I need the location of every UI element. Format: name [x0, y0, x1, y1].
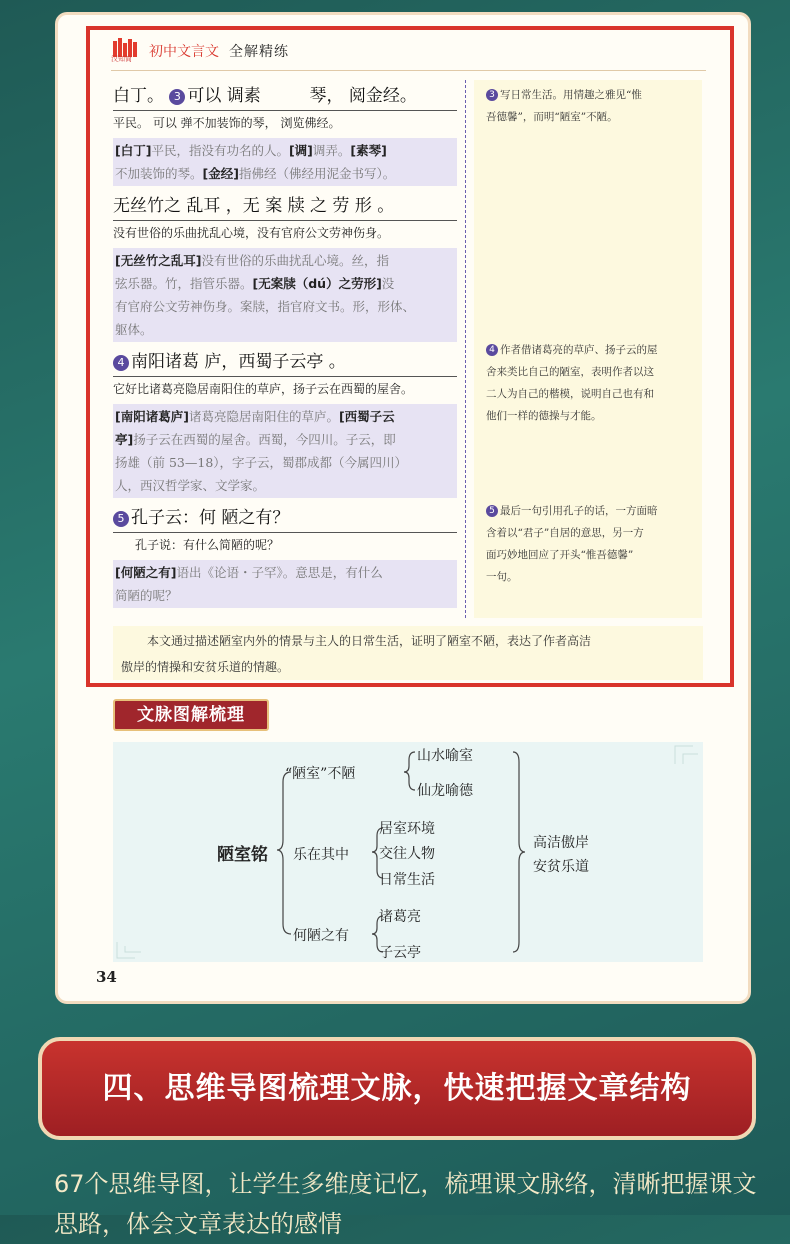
branch-label: 乐在其中 [293, 847, 349, 863]
translation-line: 平民。 可以 弹不加装饰的琴， 浏览佛经。 [113, 116, 341, 130]
note-number-4: 4 [113, 355, 129, 371]
annotated-text-column [113, 82, 457, 614]
note-number-3: 3 [169, 89, 185, 105]
comment-3: 3 写日常生活。用情趣之雅见“惟 吾德馨”，而明“陋室”不陋。 [486, 89, 642, 123]
column-divider [465, 80, 466, 618]
translation-line: 没有世俗的乐曲扰乱心境，没有官府公文劳神伤身。 [113, 226, 390, 240]
translation-line: 它好比诸葛亮隐居南阳住的草庐，扬子云在西蜀的屋舍。 [113, 382, 414, 396]
leaf: 山水喻室 [417, 748, 473, 764]
series-title: 初中文言文 [149, 44, 219, 60]
leaf: 仙龙喻德 [417, 783, 473, 799]
leaf: 交往人物 [379, 846, 435, 862]
page-number: 34 [96, 968, 117, 986]
comment-5: 5 最后一句引用孔子的话，一方面暗 含着以“君子”自居的意思，另一方 面巧妙地回应了开头“惟吾德馨” 一句。 [486, 505, 658, 583]
mind-map [113, 742, 703, 962]
branch-label: 何陋之有 [293, 928, 349, 944]
conclusion: 高洁傲岸 [533, 835, 589, 851]
note-box: [无丝竹之乱耳]没有世俗的乐曲扰乱心境。丝，指 弦乐器。竹，指管乐器。[无案牍（dú）之劳形]没 有官府公文劳神伤身。案牍，指官府文书。形，形体、 躯体。 [113, 248, 457, 342]
branch-label: “陋室”不陋 [285, 766, 356, 782]
original-line: 4 南阳诸葛 庐，西蜀子云亭 。 [113, 348, 457, 377]
page-header [111, 36, 289, 66]
brand-caption: 汉知简 [111, 55, 132, 63]
books-logo-icon [111, 38, 143, 64]
translation-line: 孔子说：有什么简陋的呢？ [135, 538, 280, 552]
note-box: [南阳诸葛庐]诸葛亮隐居南阳住的草庐。[西蜀子云 亭]扬子云在西蜀的屋舍。西蜀，今四川。子云，即 扬雄（前 53—18），字子云，蜀郡成都（今属四川） 人，西汉哲学家、文学家。 [113, 404, 457, 498]
leaf: 诸葛亮 [379, 909, 421, 925]
original-line: 5 孔子云：何 陋之有？ [113, 504, 457, 533]
feature-description: 67个思维导图，让学生多维度记忆，梳理课文脉络，清晰把握课文思路，体会文章表达的感情 [54, 1170, 757, 1238]
original-line: 白丁。 3 可以 调素 琴， 阅金经。 [113, 82, 457, 111]
leaf: 居室环境 [379, 821, 435, 837]
summary-box: 本文通过描述陋室内外的情景与主人的日常生活，证明了陋室不陋，表达了作者高洁 傲岸的情操和安贫乐道的情趣。 [113, 626, 703, 680]
conclusion: 安贫乐道 [533, 859, 589, 875]
comment-4: 4 作者借诸葛亮的草庐、扬子云的屋 舍来类比自己的陋室，表明作者以这 二人为自己的楷模，说明自己也有和 他们一样的德操与才能。 [486, 344, 658, 422]
header-rule [111, 70, 706, 71]
mind-map-root: 陋室铭 [217, 845, 268, 865]
commentary-column [474, 80, 702, 618]
banner-title: 四、思维导图梳理文脉，快速把握文章结构 [102, 1071, 692, 1106]
note-box: [何陋之有]语出《论语・子罕》。意思是，有什么 简陋的呢？ [113, 560, 457, 608]
original-line: 无丝竹之 乱耳 ，无 案 牍 之 劳 形 。 [113, 192, 457, 221]
note-box: [白丁]平民，指没有功名的人。[调]调弄。[素琴] 不加装饰的琴。[金经]指佛经（佛经用泥金书写）。 [113, 138, 457, 186]
section-tag: 文脉图解梳理 [113, 699, 269, 731]
feature-banner [38, 1037, 756, 1140]
series-subtitle: 全解精练 [229, 44, 289, 60]
note-number-5: 5 [113, 511, 129, 527]
leaf: 子云亭 [379, 945, 421, 961]
leaf: 日常生活 [379, 872, 435, 888]
